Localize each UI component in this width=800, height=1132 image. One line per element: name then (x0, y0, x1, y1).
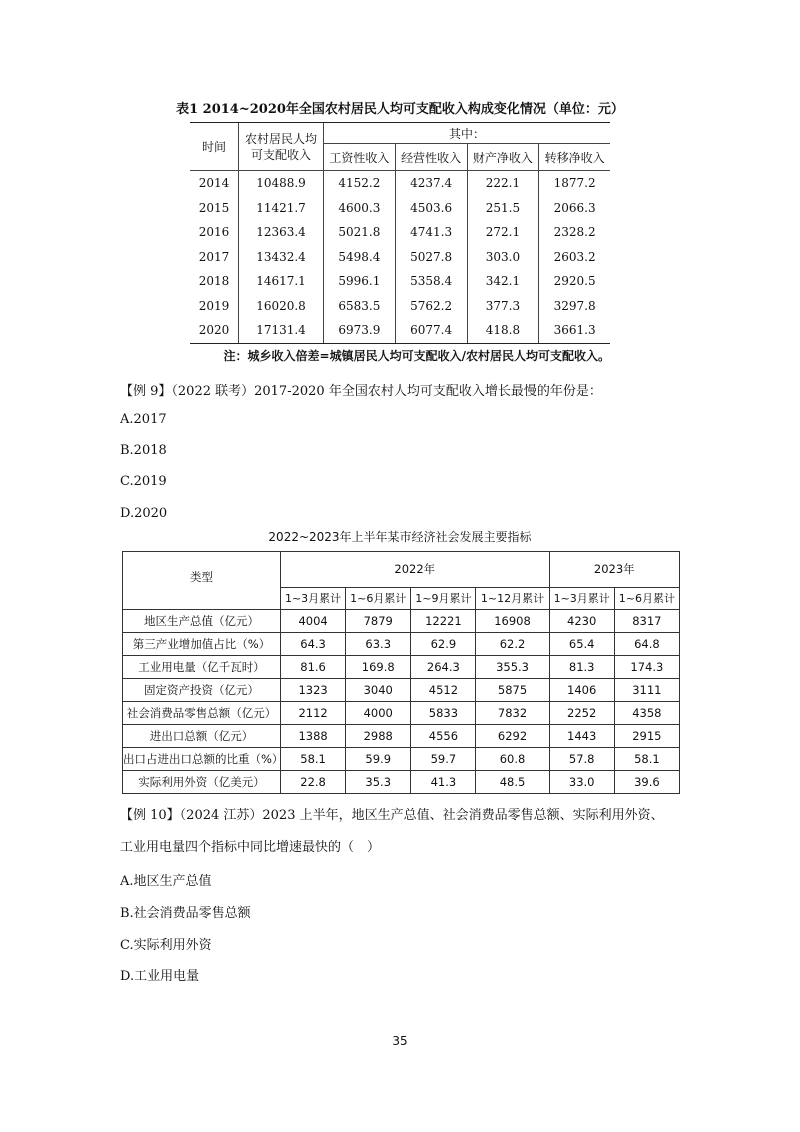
cell: 58.1 (281, 748, 346, 771)
sub-header-business: 经营性收入 (395, 144, 467, 171)
cell: 264.3 (411, 656, 476, 679)
question10-option-c: C.实际利用外资 (120, 938, 212, 953)
table-row (123, 771, 680, 794)
table-row (123, 679, 680, 702)
income-table (190, 122, 610, 344)
cell: 59.9 (346, 748, 411, 771)
question10-text-line2: 工业用电量四个指标中同比增速最快的（ ） (120, 840, 381, 855)
table-row (190, 171, 610, 196)
col-total-header (239, 123, 324, 171)
cell: 6077.4 (395, 318, 467, 343)
cell: 16020.8 (239, 294, 324, 319)
cell: 62.2 (476, 633, 549, 656)
row-label: 地区生产总值（亿元） (123, 610, 281, 633)
cell: 174.3 (614, 656, 679, 679)
cell: 2018 (198, 274, 230, 289)
cell: 64.3 (281, 633, 346, 656)
row-label: 出口占进出口总额的比重（%） (123, 748, 281, 771)
cell: 355.3 (476, 656, 549, 679)
cell: 6292 (476, 725, 549, 748)
cell: 11421.7 (239, 196, 324, 221)
cell: 65.4 (549, 633, 614, 656)
cell: 2988 (346, 725, 411, 748)
cell: 5875 (476, 679, 549, 702)
question10-option-b: B.社会消费品零售总额 (120, 906, 251, 921)
period-header: 1~3月累计 (549, 587, 614, 609)
page-number: 35 (392, 1034, 408, 1048)
table-row (123, 725, 680, 748)
cell: 60.8 (476, 748, 549, 771)
table1-header-row (190, 123, 610, 144)
cell: 35.3 (346, 771, 411, 794)
cell: 81.3 (549, 656, 614, 679)
cell: 303.0 (467, 245, 539, 270)
cell: 4600.3 (324, 196, 396, 221)
cell: 1323 (281, 679, 346, 702)
cell: 48.5 (476, 771, 549, 794)
table-row (190, 245, 610, 270)
table1-note: 注：城乡收入倍差=城镇居民人均可支配收入/农村居民人均可支配收入。 (223, 349, 610, 363)
col-total-line2: 可支配收入 (250, 147, 311, 162)
cell: 2603.2 (539, 245, 610, 270)
cell: 4237.4 (395, 171, 467, 196)
cell: 5762.2 (395, 294, 467, 319)
cell: 4000 (346, 702, 411, 725)
cell: 2020 (190, 318, 239, 343)
cell: 3111 (614, 679, 679, 702)
cell: 4004 (281, 610, 346, 633)
cell: 7832 (476, 702, 549, 725)
question10-option-a: A.地区生产总值 (120, 874, 212, 889)
cell: 8317 (614, 610, 679, 633)
cell: 1388 (281, 725, 346, 748)
cell: 2066.3 (539, 196, 610, 221)
cell: 5021.8 (324, 220, 396, 245)
table-row (123, 610, 680, 633)
cell: 3661.3 (539, 318, 610, 343)
row-label: 固定资产投资（亿元） (123, 679, 281, 702)
question9-option-d: D.2020 (120, 506, 168, 521)
cell: 14617.1 (239, 269, 324, 294)
group-header: 其中： (324, 123, 611, 144)
cell: 4152.2 (324, 171, 396, 196)
period-header: 1~12月累计 (476, 587, 549, 609)
cell: 5027.8 (395, 245, 467, 270)
cell: 22.8 (281, 771, 346, 794)
cell: 222.1 (467, 171, 539, 196)
cell: 7879 (346, 610, 411, 633)
cell: 57.8 (549, 748, 614, 771)
cell: 16908 (476, 610, 549, 633)
table-row (190, 269, 610, 294)
cell: 2014 (190, 171, 239, 196)
cell: 2920.5 (539, 269, 610, 294)
cell: 33.0 (549, 771, 614, 794)
cell: 2328.2 (539, 220, 610, 245)
table2-title: 2022~2023年上半年某市经济社会发展主要指标 (268, 530, 532, 544)
cell: 2019 (198, 298, 230, 313)
table-row (123, 633, 680, 656)
cell: 10488.9 (239, 171, 324, 196)
cell: 4230 (549, 610, 614, 633)
sub-header-transfer: 转移净收入 (539, 144, 610, 171)
table2-year-row (123, 552, 680, 588)
cell: 58.1 (614, 748, 679, 771)
cell: 81.6 (281, 656, 346, 679)
cell: 63.3 (346, 633, 411, 656)
cell: 4512 (411, 679, 476, 702)
table-row (190, 294, 610, 319)
cell: 1406 (549, 679, 614, 702)
sub-header-wage: 工资性收入 (324, 144, 396, 171)
question10-text-line1: 【例 10】（2024 江苏）2023 上半年，地区生产总值、社会消费品零售总额、实际利用外资、 (120, 808, 664, 823)
cell: 59.7 (411, 748, 476, 771)
cell: 342.1 (467, 269, 539, 294)
period-header: 1~6月累计 (346, 587, 411, 609)
period-header: 1~9月累计 (411, 587, 476, 609)
cell: 5358.4 (395, 269, 467, 294)
cell: 64.8 (614, 633, 679, 656)
cell: 2016 (198, 225, 230, 240)
cell: 2015 (198, 200, 230, 215)
cell: 39.6 (614, 771, 679, 794)
cell: 12221 (411, 610, 476, 633)
cell: 6583.5 (324, 294, 396, 319)
cell: 4556 (411, 725, 476, 748)
table1-title: 表1 2014~2020年全国农村居民人均可支配收入构成变化情况（单位：元） (176, 102, 624, 117)
cell: 6973.9 (324, 318, 396, 343)
table-row (123, 702, 680, 725)
cell: 17131.4 (239, 318, 324, 343)
type-header: 类型 (123, 552, 281, 610)
cell: 2915 (614, 725, 679, 748)
cell: 3297.8 (539, 294, 610, 319)
cell: 5498.4 (324, 245, 396, 270)
cell: 169.8 (346, 656, 411, 679)
row-label: 社会消费品零售总额（亿元） (123, 702, 281, 725)
cell: 272.1 (467, 220, 539, 245)
period-header: 1~6月累计 (614, 587, 679, 609)
cell: 377.3 (467, 294, 539, 319)
cell: 4358 (614, 702, 679, 725)
question10-option-d: D.工业用电量 (120, 969, 200, 984)
indicators-table (122, 551, 680, 794)
table-row (190, 196, 610, 221)
sub-header-property: 财产净收入 (467, 144, 539, 171)
question9-text: 【例 9】（2022 联考）2017-2020 年全国农村人均可支配收入增长最慢的年份是： (120, 384, 602, 399)
cell: 12363.4 (239, 220, 324, 245)
cell: 4741.3 (395, 220, 467, 245)
row-label: 进出口总额（亿元） (123, 725, 281, 748)
cell: 2252 (549, 702, 614, 725)
row-label: 工业用电量（亿千瓦时） (123, 656, 281, 679)
period-header: 1~3月累计 (281, 587, 346, 609)
question9-option-c: C.2019 (120, 474, 167, 489)
cell: 251.5 (467, 196, 539, 221)
row-label: 实际利用外资（亿美元） (123, 771, 281, 794)
year-2023-header: 2023年 (549, 552, 679, 588)
cell: 4503.6 (395, 196, 467, 221)
row-label: 第三产业增加值占比（%） (123, 633, 281, 656)
cell: 2112 (281, 702, 346, 725)
col-time-header: 时间 (190, 123, 239, 171)
cell: 3040 (346, 679, 411, 702)
question9-option-b: B.2018 (120, 443, 167, 458)
question9-option-a: A.2017 (120, 412, 167, 427)
cell: 62.9 (411, 633, 476, 656)
year-2022-header: 2022年 (281, 552, 550, 588)
cell: 13432.4 (239, 245, 324, 270)
cell: 41.3 (411, 771, 476, 794)
table-row (123, 748, 680, 771)
table-row (123, 656, 680, 679)
table-row (190, 318, 610, 343)
cell: 1443 (549, 725, 614, 748)
cell: 2017 (198, 249, 230, 264)
cell: 418.8 (467, 318, 539, 343)
cell: 1877.2 (539, 171, 610, 196)
table-row (190, 220, 610, 245)
cell: 5996.1 (324, 269, 396, 294)
cell: 5833 (411, 702, 476, 725)
col-total-line1: 农村居民人均 (244, 131, 317, 146)
